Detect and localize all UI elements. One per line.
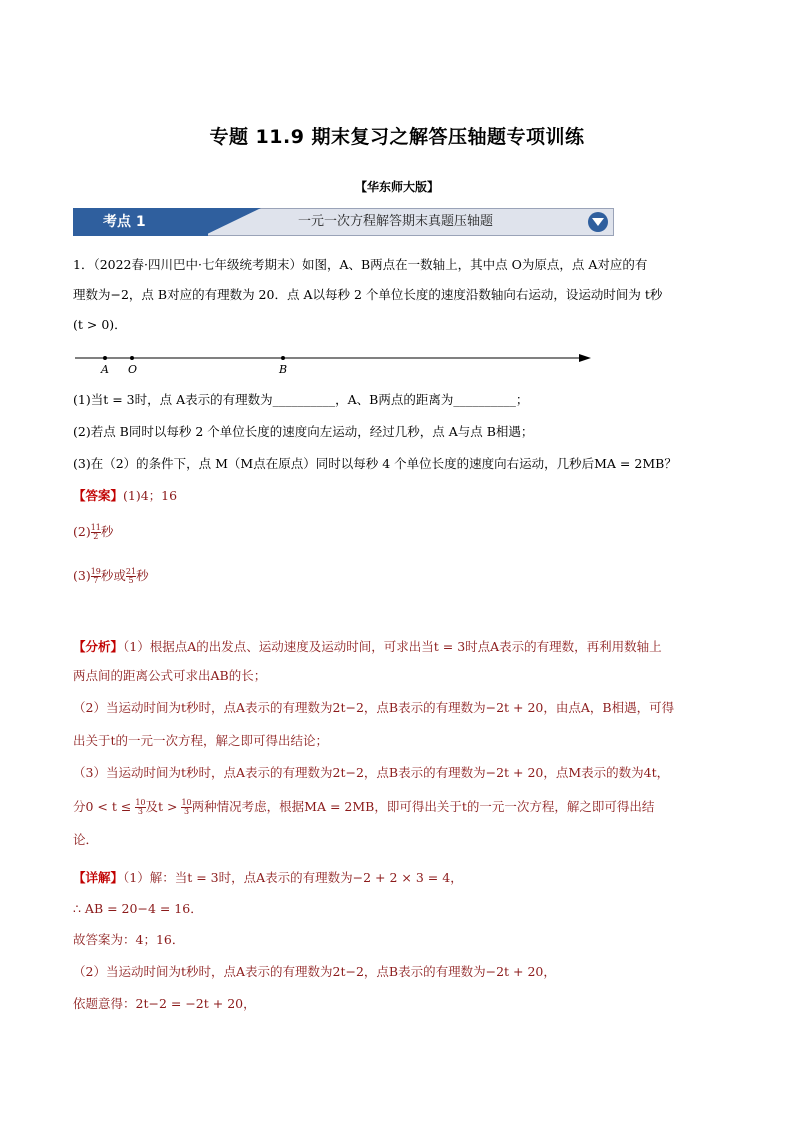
detail-line-4: （2）当运动时间为t秒时，点A表示的有理数为2t−2，点B表示的有理数为−2t + 20，: [73, 964, 556, 979]
number-line: [73, 345, 603, 380]
fraction-denominator: 3: [137, 807, 143, 816]
answer-3-fraction-2: [126, 568, 136, 585]
analysis-line-6: [73, 797, 654, 817]
analysis-fraction-2: [181, 799, 191, 816]
analysis-line-5: （3）当运动时间为t秒时，点A表示的有理数为2t−2，点B表示的有理数为−2t + 20，点M表示的数为4t，: [73, 765, 670, 780]
label-a: A: [101, 363, 109, 376]
label-b: B: [279, 363, 288, 376]
analysis-label: 【分析】: [73, 639, 124, 654]
edition-label: 【华东师大版】: [354, 180, 439, 194]
part-2: (2)若点 B同时以每秒 2 个单位长度的速度向左运动，经过几秒，点 A与点 B相遇；: [73, 424, 534, 439]
detail-line-3: 故答案为：4；16．: [73, 932, 185, 947]
answer-line-2: [73, 522, 113, 542]
fraction-numerator: 19: [90, 567, 101, 576]
detail-label: 【详解】: [73, 870, 124, 885]
answer-3-mid: 秒或: [100, 568, 126, 583]
analysis-6c: 两种情况考虑，根据MA = 2MB，即可得出关于t的一元一次方程，解之即可得出结: [191, 799, 655, 814]
answer-2-fraction: [91, 524, 101, 541]
banner-title: 一元一次方程解答期末真题压轴题: [298, 214, 494, 229]
question-line-3: (t > 0)．: [73, 317, 127, 332]
fraction-numerator: 11: [90, 523, 101, 532]
analysis-line-7: 论．: [73, 832, 99, 847]
detail-line-1: [73, 868, 463, 888]
fraction-denominator: 2: [93, 532, 99, 541]
analysis-line-1: [73, 637, 662, 657]
fraction-numerator: 10: [135, 798, 146, 807]
answer-3-prefix: (3): [73, 568, 91, 583]
fraction-numerator: 21: [125, 567, 137, 576]
answer-2-suffix: 秒: [100, 524, 114, 539]
answer-3-fraction-1: [91, 568, 101, 585]
answer-3-suffix: 秒: [136, 568, 149, 583]
fraction-numerator: 10: [181, 798, 192, 807]
banner-slant: [203, 208, 261, 236]
detail-line-2: ∴ AB = 20−4 = 16．: [73, 901, 203, 916]
fraction-denominator: 3: [184, 807, 190, 816]
analysis-line-3: （2）当运动时间为t秒时，点A表示的有理数为2t−2，点B表示的有理数为−2t + 20，由点A，B相遇，可得: [73, 700, 675, 715]
part-1: (1)当t = 3时，点 A表示的有理数为__________，A、B两点的距离为__________；: [73, 392, 529, 407]
question-line-1: 1．（2022春·四川巴中·七年级统考期末）如图，A、B两点在一数轴上，其中点 O为原点，点 A对应的有: [73, 257, 648, 272]
point-b: [281, 356, 285, 360]
analysis-fraction-1: [135, 799, 145, 816]
answer-label: 【答案】: [73, 488, 124, 503]
point-a: [103, 356, 107, 360]
answer-line-3: [73, 566, 149, 586]
answer-1: (1)4；16: [123, 488, 178, 503]
analysis-line-2: 两点间的距离公式可求出AB的长；: [73, 668, 267, 683]
label-o: O: [128, 363, 138, 376]
fraction-denominator: 5: [128, 576, 134, 585]
banner-tag: 考点 1: [73, 208, 208, 236]
analysis-text-1: （1）根据点A的出发点、运动速度及运动时间，可求出当t = 3时点A表示的有理数，再利用数轴上: [123, 639, 662, 654]
answer-2-prefix: (2): [73, 524, 91, 539]
analysis-6b: 及t >: [145, 799, 182, 814]
part-3: (3)在（2）的条件下，点 M（M点在原点）同时以每秒 4 个单位长度的速度向右运动，几秒后MA = 2MB？: [73, 456, 677, 471]
detail-text-1: （1）解：当t = 3时，点A表示的有理数为−2 + 2 × 3 = 4，: [123, 870, 463, 885]
question-line-2: 理数为−2，点 B对应的有理数为 20．点 A以每秒 2 个单位长度的速度沿数轴向右运动，设运动时间为 t秒: [73, 287, 663, 302]
chevron-down-icon[interactable]: [588, 212, 608, 232]
answer-line-1: [73, 486, 177, 506]
detail-line-5: 依题意得：2t−2 = −2t + 20，: [73, 996, 256, 1011]
axis-arrow: [579, 354, 591, 362]
analysis-line-4: 出关于t的一元一次方程，解之即可得出结论；: [73, 733, 329, 748]
analysis-6a: 分0 < t ≤: [73, 799, 136, 814]
point-o: [130, 356, 134, 360]
fraction-denominator: 7: [93, 576, 99, 585]
page-title: 专题 11.9 期末复习之解答压轴题专项训练: [209, 126, 585, 148]
section-banner[interactable]: [73, 208, 614, 236]
